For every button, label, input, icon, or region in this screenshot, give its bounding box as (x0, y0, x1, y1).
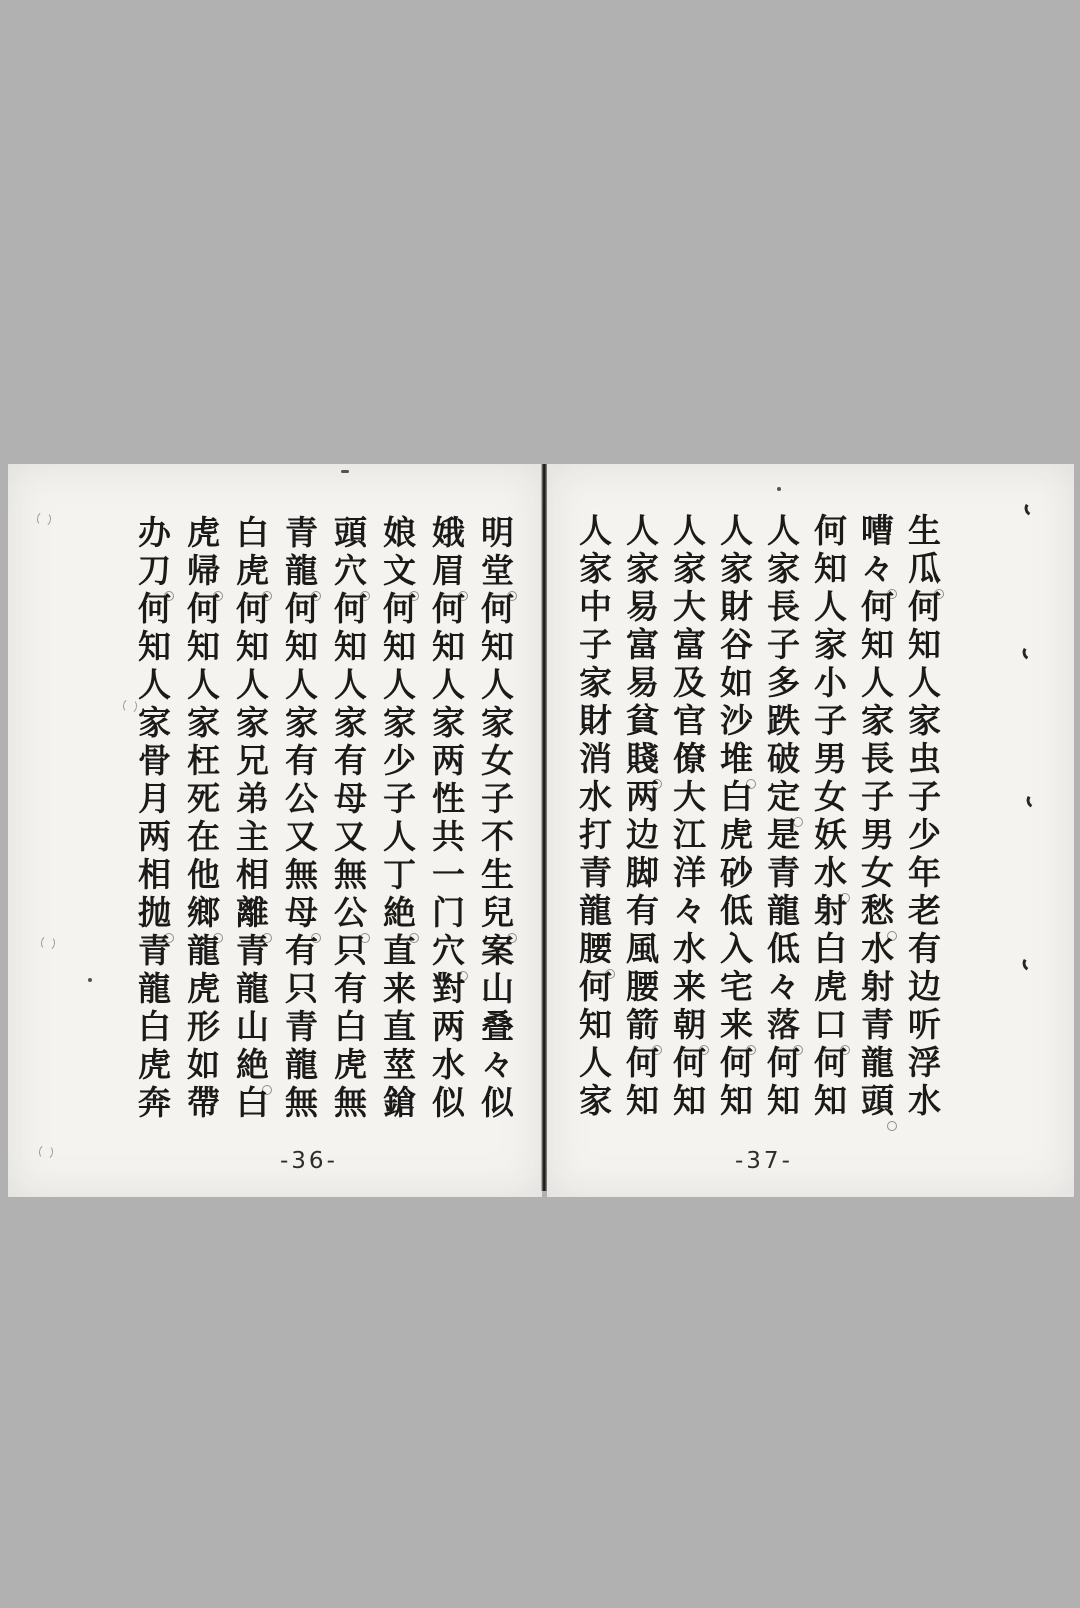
handwritten-character: 有 (329, 971, 368, 1009)
handwritten-character: 絶 (378, 895, 417, 933)
handwritten-character: 女 (856, 855, 895, 893)
handwritten-character: 边 (621, 817, 660, 855)
handwritten-character: 弟 (231, 781, 270, 819)
handwritten-character: 人 (378, 667, 417, 705)
handwritten-character: 鎗 (378, 1085, 417, 1123)
handwritten-character: 家 (762, 551, 801, 589)
handwritten-character: 嘈 (856, 513, 895, 551)
handwritten-character: 虎 (182, 515, 221, 553)
handwritten-character: 他 (182, 857, 221, 895)
handwritten-character: 多 (762, 665, 801, 703)
handwritten-character: 两 (621, 779, 660, 817)
handwritten-character: 年 (903, 855, 942, 893)
handwritten-character: 枉 (182, 743, 221, 781)
handwritten-character: 青 (133, 933, 172, 971)
handwritten-character: 何 (668, 1045, 707, 1083)
handwritten-character: 堆 (715, 741, 754, 779)
handwritten-character: 虎 (182, 971, 221, 1009)
handwritten-character: 人 (280, 667, 319, 705)
handwritten-character: 易 (621, 589, 660, 627)
handwritten-character: 何 (856, 589, 895, 627)
handwritten-character: 知 (715, 1083, 754, 1121)
handwritten-character: 腰 (621, 969, 660, 1007)
handwritten-character: 易 (621, 665, 660, 703)
handwritten-character: 家 (574, 665, 613, 703)
handwritten-character: 何 (378, 591, 417, 629)
handwritten-character: 人 (574, 513, 613, 551)
handwritten-character: 人 (329, 667, 368, 705)
handwritten-character: 何 (715, 1045, 754, 1083)
handwritten-character: 知 (427, 629, 466, 667)
handwritten-character: 知 (329, 629, 368, 667)
handwritten-character: 人 (378, 819, 417, 857)
handwritten-character: 娘 (378, 515, 417, 553)
handwritten-character: 相 (231, 857, 270, 895)
handwritten-character: 知 (280, 629, 319, 667)
handwritten-character: 破 (762, 741, 801, 779)
handwritten-character: 主 (231, 819, 270, 857)
handwritten-character: 直 (378, 1009, 417, 1047)
handwritten-character: 眉 (427, 553, 466, 591)
handwritten-character: 白 (809, 931, 848, 969)
handwritten-character: 子 (762, 627, 801, 665)
handwritten-character: 脚 (621, 855, 660, 893)
handwritten-character: 少 (903, 817, 942, 855)
handwritten-character: 宅 (715, 969, 754, 1007)
handwritten-character: 家 (378, 705, 417, 743)
handwritten-character: 水 (574, 779, 613, 817)
text-column (899, 513, 946, 1121)
handwritten-character: 知 (182, 629, 221, 667)
text-column (177, 515, 226, 1123)
handwritten-character: 鄉 (182, 895, 221, 933)
text-column (471, 515, 520, 1123)
handwritten-character: 何 (182, 591, 221, 629)
handwritten-character: 僚 (668, 741, 707, 779)
handwritten-character: 何 (903, 589, 942, 627)
handwritten-character: 家 (621, 551, 660, 589)
handwritten-character: 又 (280, 819, 319, 857)
handwritten-character: 無 (280, 1085, 319, 1123)
handwritten-character: 何 (231, 591, 270, 629)
handwritten-character: 有 (903, 931, 942, 969)
handwritten-character: 頭 (329, 515, 368, 553)
handwritten-character: 水 (668, 931, 707, 969)
handwritten-character: 富 (668, 627, 707, 665)
handwritten-character: 穴 (329, 553, 368, 591)
handwritten-character: 何 (762, 1045, 801, 1083)
handwritten-character: 砂 (715, 855, 754, 893)
handwritten-character: 又 (329, 819, 368, 857)
text-column (128, 515, 177, 1123)
page-37-text-block (570, 513, 946, 1121)
page-36-text-block (128, 515, 520, 1123)
handwritten-character: 人 (762, 513, 801, 551)
handwritten-character: 及 (668, 665, 707, 703)
handwritten-character: 打 (574, 817, 613, 855)
handwritten-character: 刀 (133, 553, 172, 591)
handwritten-character: 官 (668, 703, 707, 741)
handwritten-character: 箭 (621, 1007, 660, 1045)
handwritten-character: 消 (574, 741, 613, 779)
handwritten-character: 青 (856, 1007, 895, 1045)
handwritten-character: 知 (621, 1083, 660, 1121)
handwritten-character: 奔 (133, 1085, 172, 1123)
handwritten-character: 水 (903, 1083, 942, 1121)
handwritten-character: 無 (280, 857, 319, 895)
handwritten-character: 来 (378, 971, 417, 1009)
text-column (852, 513, 899, 1121)
handwritten-character: 白 (231, 1085, 270, 1123)
handwritten-character: 兒 (476, 895, 515, 933)
handwritten-character: 白 (715, 779, 754, 817)
handwritten-character: 月 (133, 781, 172, 819)
handwritten-character: 無 (329, 857, 368, 895)
handwritten-character: 谷 (715, 627, 754, 665)
handwritten-character: 虎 (133, 1047, 172, 1085)
handwritten-character: 低 (762, 931, 801, 969)
handwritten-character: 家 (715, 551, 754, 589)
handwritten-character: 離 (231, 895, 270, 933)
handwritten-character: 人 (133, 667, 172, 705)
text-column (324, 515, 373, 1123)
handwritten-character: 對 (427, 971, 466, 1009)
handwritten-character: 虎 (329, 1047, 368, 1085)
handwritten-character: 射 (809, 893, 848, 931)
handwritten-character: 办 (133, 515, 172, 553)
handwritten-character: 莖 (378, 1047, 417, 1085)
handwritten-character: 山 (231, 1009, 270, 1047)
handwritten-character: 两 (133, 819, 172, 857)
handwritten-character: 虎 (809, 969, 848, 1007)
handwritten-character: 江 (668, 817, 707, 855)
handwritten-character: 何 (280, 591, 319, 629)
handwritten-character: 小 (809, 665, 848, 703)
text-column (373, 515, 422, 1123)
handwritten-character: 少 (378, 743, 417, 781)
handwritten-character: 何 (427, 591, 466, 629)
handwritten-character: 门 (427, 895, 466, 933)
handwritten-character: 叠 (476, 1009, 515, 1047)
handwritten-character: 何 (133, 591, 172, 629)
text-column (805, 513, 852, 1121)
handwritten-character: 家 (182, 705, 221, 743)
handwritten-character: 如 (715, 665, 754, 703)
handwritten-character: 朝 (668, 1007, 707, 1045)
handwritten-character: 何 (621, 1045, 660, 1083)
handwritten-character: 似 (476, 1085, 515, 1123)
handwritten-character: 家 (574, 1083, 613, 1121)
handwritten-character: 中 (574, 589, 613, 627)
handwritten-character: 入 (715, 931, 754, 969)
handwritten-character: 女 (476, 743, 515, 781)
handwritten-character: 性 (427, 781, 466, 819)
handwritten-character: 虎 (715, 817, 754, 855)
handwritten-character: 々 (476, 1047, 515, 1085)
handwritten-character: 家 (574, 551, 613, 589)
handwritten-character: 龍 (762, 893, 801, 931)
handwritten-character: 明 (476, 515, 515, 553)
dirt-speck (777, 487, 781, 491)
text-column (226, 515, 275, 1123)
handwritten-character: 龍 (856, 1045, 895, 1083)
handwritten-character: 無 (329, 1085, 368, 1123)
handwritten-character: 死 (182, 781, 221, 819)
handwritten-character: 沙 (715, 703, 754, 741)
handwritten-character: 洋 (668, 855, 707, 893)
handwritten-character: 跌 (762, 703, 801, 741)
handwritten-character: 母 (329, 781, 368, 819)
handwritten-character: 青 (280, 1009, 319, 1047)
handwritten-character: 何 (574, 969, 613, 1007)
handwritten-character: 形 (182, 1009, 221, 1047)
handwritten-character: 知 (476, 629, 515, 667)
handwritten-character: 龍 (280, 553, 319, 591)
handwritten-character: 知 (378, 629, 417, 667)
handwritten-character: 人 (574, 1045, 613, 1083)
handwritten-character: 两 (427, 743, 466, 781)
handwritten-character: 人 (231, 667, 270, 705)
handwritten-character: 案 (476, 933, 515, 971)
handwritten-character: 家 (809, 627, 848, 665)
dirt-speck (88, 978, 92, 982)
handwritten-character: 子 (574, 627, 613, 665)
handwritten-character: 何 (329, 591, 368, 629)
handwritten-character: 青 (231, 933, 270, 971)
handwritten-character: 白 (329, 1009, 368, 1047)
handwritten-character: 公 (329, 895, 368, 933)
handwritten-character: 知 (762, 1083, 801, 1121)
handwritten-character: 貧 (621, 703, 660, 741)
text-column (422, 515, 471, 1123)
handwritten-character: 母 (280, 895, 319, 933)
handwritten-character: 是 (762, 817, 801, 855)
handwritten-character: 口 (809, 1007, 848, 1045)
handwritten-character: 家 (280, 705, 319, 743)
handwritten-character: 何 (809, 513, 848, 551)
page-37-number: -37- (735, 1148, 793, 1174)
handwritten-character: 穴 (427, 933, 466, 971)
handwritten-character: 賤 (621, 741, 660, 779)
handwritten-character: 边 (903, 969, 942, 1007)
handwritten-character: 家 (476, 705, 515, 743)
text-column (758, 513, 805, 1121)
handwritten-character: 人 (427, 667, 466, 705)
handwritten-character: 白 (133, 1009, 172, 1047)
handwritten-character: 人 (182, 667, 221, 705)
handwritten-character: 白 (231, 515, 270, 553)
handwritten-character: 水 (427, 1047, 466, 1085)
page-36 (8, 464, 542, 1197)
handwritten-character: 長 (856, 741, 895, 779)
handwritten-character: 似 (427, 1085, 466, 1123)
handwritten-character: 帰 (182, 553, 221, 591)
handwritten-character: 一 (427, 857, 466, 895)
handwritten-character: 骨 (133, 743, 172, 781)
handwritten-character: 瓜 (903, 551, 942, 589)
handwritten-character: 射 (856, 969, 895, 1007)
handwritten-character: 風 (621, 931, 660, 969)
handwritten-character: 大 (668, 779, 707, 817)
handwritten-character: 知 (231, 629, 270, 667)
handwritten-character: 相 (133, 857, 172, 895)
handwritten-character: 人 (715, 513, 754, 551)
handwritten-character: 財 (715, 589, 754, 627)
handwritten-character: 虎 (231, 553, 270, 591)
handwritten-character: 浮 (903, 1045, 942, 1083)
handwritten-character: 人 (476, 667, 515, 705)
handwritten-character: 子 (903, 779, 942, 817)
handwritten-character: 老 (903, 893, 942, 931)
handwritten-character: 定 (762, 779, 801, 817)
handwritten-character: 家 (133, 705, 172, 743)
handwritten-character: 有 (621, 893, 660, 931)
handwritten-character: 知 (809, 1083, 848, 1121)
handwritten-character: 知 (574, 1007, 613, 1045)
handwritten-character: 生 (476, 857, 515, 895)
text-column (275, 515, 324, 1123)
handwritten-character: 来 (715, 1007, 754, 1045)
handwritten-character: 如 (182, 1047, 221, 1085)
handwritten-character: 生 (903, 513, 942, 551)
page-36-number: -36- (280, 1148, 338, 1174)
handwritten-character: 家 (668, 551, 707, 589)
handwritten-character: 文 (378, 553, 417, 591)
handwritten-character: 絶 (231, 1047, 270, 1085)
handwritten-character: 愁 (856, 893, 895, 931)
handwritten-character: 水 (856, 931, 895, 969)
handwritten-character: 青 (280, 515, 319, 553)
text-column (570, 513, 617, 1121)
handwritten-character: 妖 (809, 817, 848, 855)
handwritten-character: 虫 (903, 741, 942, 779)
handwritten-character: 人 (856, 665, 895, 703)
text-column (664, 513, 711, 1121)
handwritten-character: 家 (329, 705, 368, 743)
handwritten-character: 青 (762, 855, 801, 893)
handwritten-character: 有 (280, 933, 319, 971)
handwritten-character: 丁 (378, 857, 417, 895)
handwritten-character: 只 (280, 971, 319, 1009)
handwritten-character: 子 (378, 781, 417, 819)
handwritten-character: 長 (762, 589, 801, 627)
handwritten-character: 人 (809, 589, 848, 627)
handwritten-character: 家 (427, 705, 466, 743)
handwritten-character: 家 (903, 703, 942, 741)
handwritten-character: 落 (762, 1007, 801, 1045)
handwritten-character: 富 (621, 627, 660, 665)
handwritten-character: 々 (762, 969, 801, 1007)
handwritten-character: 帶 (182, 1085, 221, 1123)
handwritten-character: 男 (809, 741, 848, 779)
handwritten-character: 两 (427, 1009, 466, 1047)
handwritten-character: 在 (182, 819, 221, 857)
handwritten-character: 抛 (133, 895, 172, 933)
handwritten-character: 人 (903, 665, 942, 703)
handwritten-character: 来 (668, 969, 707, 1007)
handwritten-character: 只 (329, 933, 368, 971)
page-37 (547, 464, 1074, 1197)
handwritten-character: 公 (280, 781, 319, 819)
handwritten-character: 々 (668, 893, 707, 931)
dirt-speck (341, 470, 349, 473)
handwritten-character: 低 (715, 893, 754, 931)
handwritten-character: 知 (903, 627, 942, 665)
handwritten-character: 龍 (280, 1047, 319, 1085)
handwritten-character: 龍 (574, 893, 613, 931)
handwritten-character: 何 (476, 591, 515, 629)
handwritten-character: 何 (809, 1045, 848, 1083)
handwritten-character: 知 (133, 629, 172, 667)
handwritten-character: 女 (809, 779, 848, 817)
handwritten-character: 有 (280, 743, 319, 781)
handwritten-character: 大 (668, 589, 707, 627)
handwritten-character: 龍 (182, 933, 221, 971)
handwritten-character: 々 (856, 551, 895, 589)
handwritten-character: 財 (574, 703, 613, 741)
handwritten-character: 家 (856, 703, 895, 741)
handwritten-character: 不 (476, 819, 515, 857)
text-column (711, 513, 758, 1121)
handwritten-character: 有 (329, 743, 368, 781)
handwritten-character: 堂 (476, 553, 515, 591)
handwritten-character: 兄 (231, 743, 270, 781)
handwritten-character: 知 (809, 551, 848, 589)
handwritten-character: 子 (809, 703, 848, 741)
text-column (617, 513, 664, 1121)
handwritten-character: 山 (476, 971, 515, 1009)
handwritten-character: 腰 (574, 931, 613, 969)
handwritten-character: 听 (903, 1007, 942, 1045)
handwritten-character: 共 (427, 819, 466, 857)
handwritten-character: 頭 (856, 1083, 895, 1121)
handwritten-character: 家 (231, 705, 270, 743)
handwritten-character: 龍 (231, 971, 270, 1009)
handwritten-character: 知 (668, 1083, 707, 1121)
handwritten-character: 子 (476, 781, 515, 819)
handwritten-character: 人 (621, 513, 660, 551)
handwritten-character: 娥 (427, 515, 466, 553)
handwritten-character: 龍 (133, 971, 172, 1009)
handwritten-character: 男 (856, 817, 895, 855)
handwritten-character: 青 (574, 855, 613, 893)
handwritten-character: 人 (668, 513, 707, 551)
handwritten-character: 水 (809, 855, 848, 893)
handwritten-character: 子 (856, 779, 895, 817)
handwritten-character: 直 (378, 933, 417, 971)
handwritten-character: 知 (856, 627, 895, 665)
